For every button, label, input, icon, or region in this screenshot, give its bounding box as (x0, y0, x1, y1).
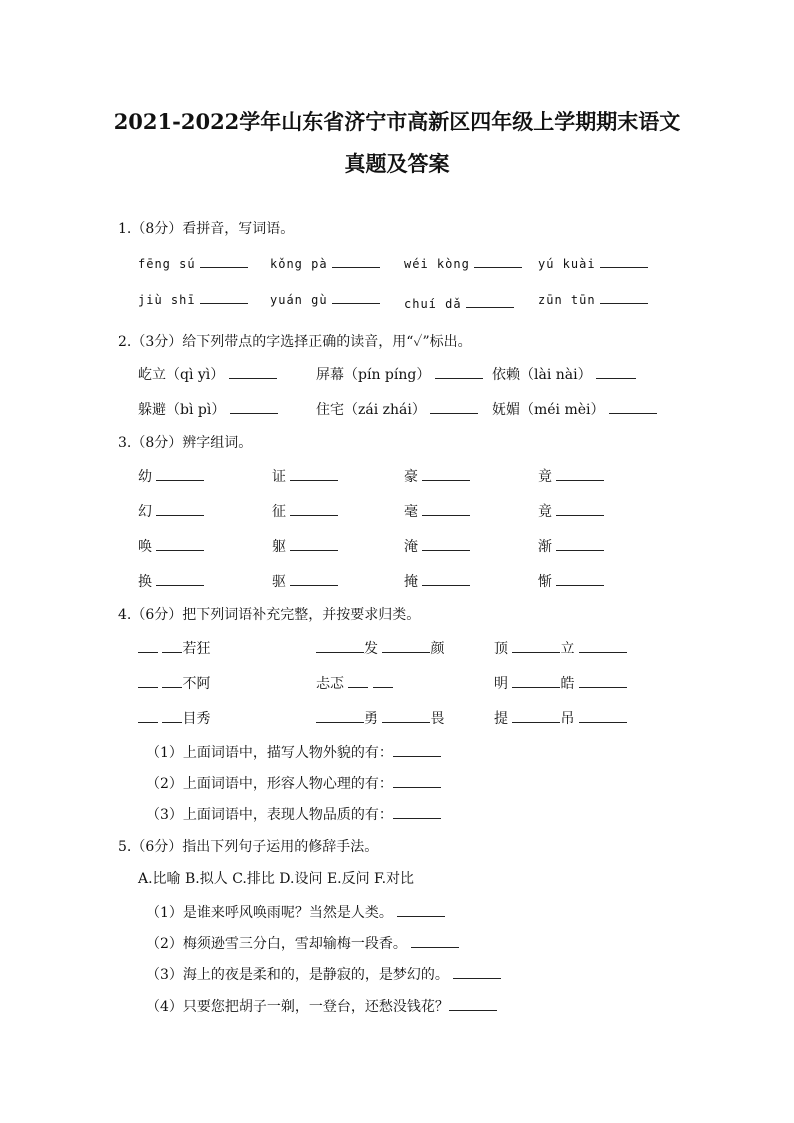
q1-heading: 1.（8分）看拼音，写词语。 (118, 221, 295, 237)
sub-question-text: （2）梅须逊雪三分白，雪却输梅一段香。 (146, 936, 407, 952)
idiom-fragment: 立 (560, 641, 575, 657)
answer-blank[interactable] (512, 638, 560, 653)
answer-blank[interactable] (422, 466, 470, 481)
idiom-fragment: 皓 (560, 676, 575, 692)
sub-question-text: （3）上面词语中，表现人物品质的有： (146, 807, 393, 823)
q3-row-3 (0, 536, 794, 556)
reading-choice: 屹立（qì yì） (138, 367, 225, 383)
char-item: 毫 (404, 504, 418, 520)
answer-blank[interactable] (422, 501, 470, 516)
q3-row-4 (0, 571, 794, 591)
q5-heading: 5.（6分）指出下列句子运用的修辞手法。 (118, 839, 379, 855)
answer-blank[interactable] (422, 536, 470, 551)
answer-blank[interactable] (348, 673, 368, 688)
answer-blank[interactable] (422, 571, 470, 586)
q2-row-2 (0, 399, 794, 419)
pinyin-item: yú kuài (538, 257, 596, 271)
answer-blank[interactable] (453, 964, 501, 979)
q4-row-1 (0, 638, 794, 658)
idiom-fragment: 不阿 (182, 676, 211, 692)
pinyin-item: kǒng pà (270, 257, 328, 271)
answer-blank[interactable] (156, 501, 204, 516)
char-item: 豪 (404, 469, 418, 485)
answer-blank[interactable] (466, 293, 514, 308)
answer-blank[interactable] (156, 571, 204, 586)
char-item: 渐 (538, 539, 552, 555)
answer-blank[interactable] (162, 638, 182, 653)
char-item: 淹 (404, 539, 418, 555)
char-item: 惭 (538, 574, 552, 590)
char-item: 掩 (404, 574, 418, 590)
sub-question-text: （2）上面词语中，形容人物心理的有： (146, 776, 393, 792)
answer-blank[interactable] (600, 289, 648, 304)
answer-blank[interactable] (373, 673, 393, 688)
reading-choice: 住宅（zái zhái） (316, 402, 426, 418)
answer-blank[interactable] (393, 773, 441, 788)
pinyin-item: zūn tūn (538, 293, 596, 307)
q4-heading: 4.（6分）把下列词语补充完整，并按要求归类。 (118, 607, 421, 623)
answer-blank[interactable] (162, 673, 182, 688)
sub-question-text: （1）上面词语中，描写人物外貌的有： (146, 745, 393, 761)
answer-blank[interactable] (229, 364, 277, 379)
answer-blank[interactable] (579, 638, 627, 653)
idiom-fragment: 吊 (560, 711, 575, 727)
char-item: 换 (138, 574, 152, 590)
answer-blank[interactable] (556, 571, 604, 586)
answer-blank[interactable] (393, 804, 441, 819)
answer-blank[interactable] (162, 708, 182, 723)
reading-choice: 躲避（bì pì） (138, 402, 226, 418)
char-item: 证 (272, 469, 286, 485)
answer-blank[interactable] (474, 253, 522, 268)
answer-blank[interactable] (138, 638, 158, 653)
reading-choice: 依赖（lài nài） (492, 367, 592, 383)
idiom-fragment: 忐忑 (316, 676, 344, 692)
char-item: 幼 (138, 469, 152, 485)
reading-choice: 屏幕（pín píng） (316, 367, 431, 383)
answer-blank[interactable] (556, 536, 604, 551)
char-item: 竟 (538, 504, 552, 520)
idiom-fragment: 颜 (430, 641, 445, 657)
q3-row-1 (0, 466, 794, 486)
answer-blank[interactable] (156, 466, 204, 481)
q5-sub-3 (146, 964, 501, 984)
answer-blank[interactable] (435, 364, 483, 379)
document-title-line-2: 真题及答案 (344, 151, 450, 176)
idiom-fragment: 若狂 (182, 641, 211, 657)
reading-choice: 妩媚（méi mèi） (492, 402, 605, 418)
answer-blank[interactable] (200, 289, 248, 304)
idiom-fragment: 顶 (494, 641, 508, 657)
char-item: 驱 (272, 574, 286, 590)
sub-question-text: （3）海上的夜是柔和的，是静寂的，是梦幻的。 (146, 967, 449, 983)
answer-blank[interactable] (316, 638, 364, 653)
answer-blank[interactable] (290, 536, 338, 551)
sub-question-text: （4）只要您把胡子一剃，一登台，还愁没钱花？ (146, 999, 449, 1015)
answer-blank[interactable] (156, 536, 204, 551)
pinyin-item: yuán gù (270, 293, 328, 307)
idiom-fragment: 提 (494, 711, 508, 727)
answer-blank[interactable] (382, 708, 430, 723)
answer-blank[interactable] (579, 673, 627, 688)
q4-sub-1 (146, 742, 441, 762)
answer-blank[interactable] (609, 399, 657, 414)
char-item: 唤 (138, 539, 152, 555)
answer-blank[interactable] (200, 253, 248, 268)
sub-question-text: （1）是谁来呼风唤雨呢？当然是人类。 (146, 905, 393, 921)
answer-blank[interactable] (411, 933, 459, 948)
pinyin-item: chuí dǎ (404, 297, 462, 311)
answer-blank[interactable] (556, 501, 604, 516)
answer-blank[interactable] (290, 501, 338, 516)
char-item: 幻 (138, 504, 152, 520)
q3-row-2 (0, 501, 794, 521)
idiom-fragment: 目秀 (182, 711, 211, 727)
char-item: 征 (272, 504, 286, 520)
q1-row-1 (0, 253, 794, 273)
q5-options: A.比喻 B.拟人 C.排比 D.设问 E.反问 F.对比 (138, 871, 415, 887)
answer-blank[interactable] (556, 466, 604, 481)
answer-blank[interactable] (230, 399, 278, 414)
answer-blank[interactable] (138, 673, 158, 688)
q5-sub-2 (146, 933, 459, 953)
answer-blank[interactable] (512, 673, 560, 688)
q2-heading: 2.（3分）给下列带点的字选择正确的读音，用“✓”标出。 (118, 334, 472, 350)
answer-blank[interactable] (138, 708, 158, 723)
answer-blank[interactable] (449, 996, 497, 1011)
q1-row-2 (0, 289, 794, 309)
answer-blank[interactable] (596, 364, 636, 379)
answer-blank[interactable] (316, 708, 364, 723)
char-item: 竟 (538, 469, 552, 485)
idiom-fragment: 发 (364, 641, 378, 657)
answer-blank[interactable] (290, 466, 338, 481)
q4-sub-3 (146, 804, 441, 824)
q3-heading: 3.（8分）辨字组词。 (118, 435, 253, 451)
answer-blank[interactable] (512, 708, 560, 723)
q4-row-3 (0, 708, 794, 728)
idiom-fragment: 明 (494, 676, 508, 692)
answer-blank[interactable] (332, 289, 380, 304)
answer-blank[interactable] (397, 902, 445, 917)
q5-sub-1 (146, 902, 445, 922)
q4-sub-2 (146, 773, 441, 793)
pinyin-item: jiù shī (138, 293, 196, 307)
idiom-fragment: 勇 (364, 711, 378, 727)
answer-blank[interactable] (600, 253, 648, 268)
char-item: 躯 (272, 539, 286, 555)
q5-sub-4 (146, 996, 497, 1016)
q4-row-2 (0, 673, 794, 693)
pinyin-item: fēng sú (138, 257, 196, 271)
answer-blank[interactable] (579, 708, 627, 723)
answer-blank[interactable] (382, 638, 430, 653)
answer-blank[interactable] (430, 399, 478, 414)
answer-blank[interactable] (290, 571, 338, 586)
answer-blank[interactable] (393, 742, 441, 757)
pinyin-item: wéi kòng (404, 257, 470, 271)
answer-blank[interactable] (332, 253, 380, 268)
q2-row-1 (0, 364, 794, 384)
document-title-line-1: 2021-2022学年山东省济宁市高新区四年级上学期期末语文 (113, 109, 681, 134)
idiom-fragment: 畏 (430, 711, 445, 727)
